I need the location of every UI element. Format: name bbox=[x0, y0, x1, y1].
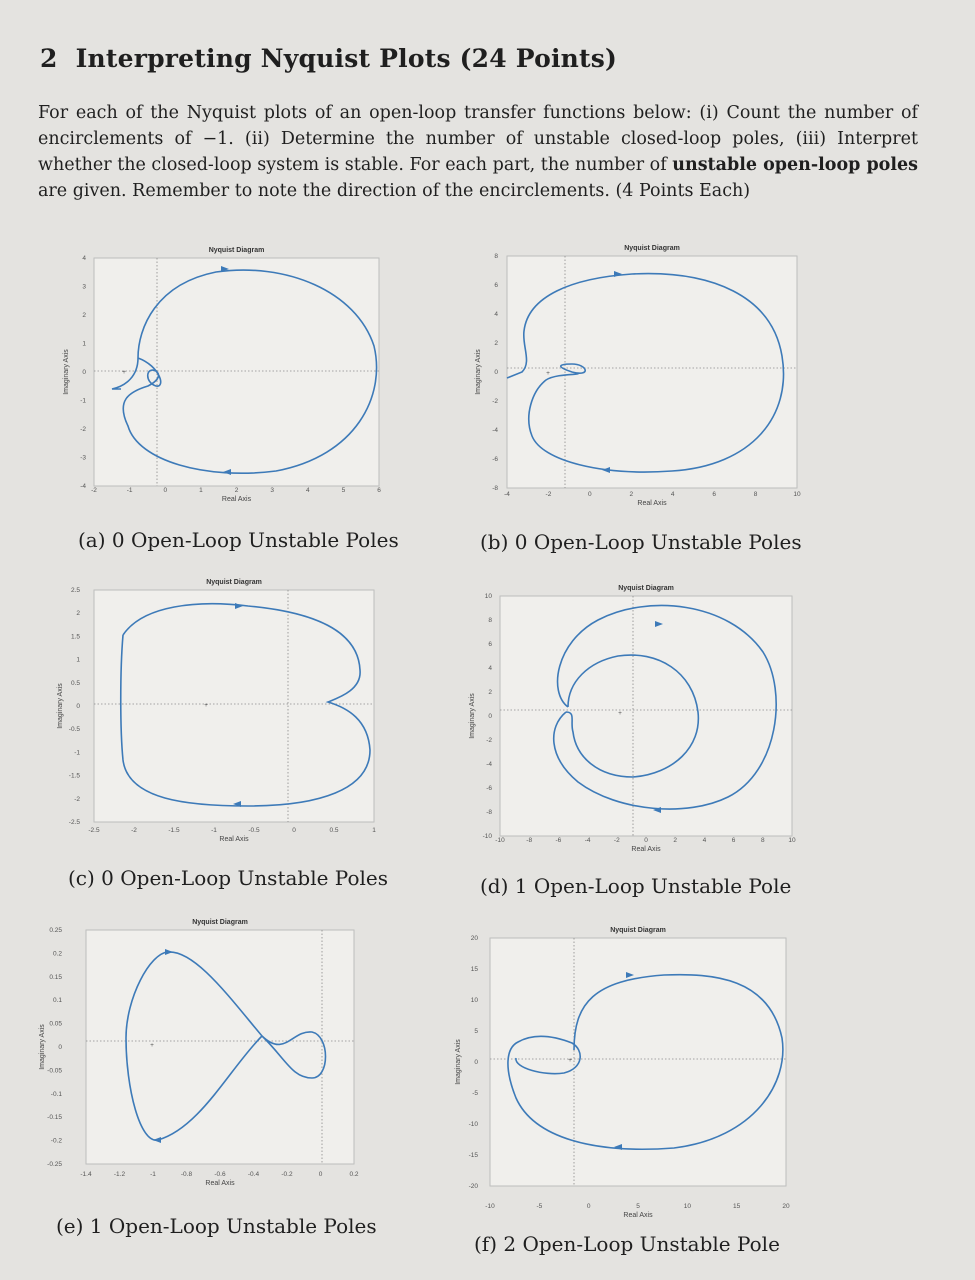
nyquist-plot-b bbox=[462, 236, 812, 511]
y-tick-label: -4 bbox=[492, 427, 498, 434]
y-tick-label: -2 bbox=[74, 795, 80, 803]
y-tick-label: -20 bbox=[468, 1183, 478, 1190]
x-tick-label: -0.8 bbox=[180, 1171, 193, 1178]
caption-b: (b) 0 Open-Loop Unstable Poles bbox=[480, 530, 802, 554]
x-tick-label: 0.2 bbox=[349, 1171, 359, 1178]
y-tick-label: -1 bbox=[74, 749, 80, 757]
x-tick-label: 10 bbox=[793, 491, 801, 498]
x-tick-label: 0 bbox=[644, 837, 648, 844]
x-tick-label: -0.4 bbox=[247, 1171, 260, 1178]
y-tick-label: 0 bbox=[82, 369, 86, 376]
plot-title: Nyquist Diagram bbox=[610, 927, 666, 934]
x-tick-label: 0 bbox=[163, 487, 168, 494]
y-tick-label: -0.1 bbox=[50, 1090, 62, 1098]
y-tick-label: 10 bbox=[484, 593, 492, 600]
y-tick-label: -6 bbox=[492, 456, 498, 463]
x-tick-label: -0.2 bbox=[281, 1171, 293, 1178]
y-tick-label: 2 bbox=[488, 689, 492, 696]
y-tick-label: 1 bbox=[82, 340, 86, 348]
x-tick-label: 6 bbox=[377, 487, 381, 494]
y-tick-label: 1 bbox=[76, 656, 80, 664]
x-tick-label: 2 bbox=[234, 487, 239, 494]
x-tick-label: 0 bbox=[292, 827, 296, 834]
y-tick-label: 10 bbox=[470, 997, 478, 1004]
x-tick-label: -1 bbox=[126, 487, 133, 494]
y-tick-label: -0.5 bbox=[68, 726, 80, 734]
y-tick-label: 0.1 bbox=[52, 997, 62, 1005]
x-tick-label: 1 bbox=[199, 487, 203, 494]
y-axis-label: Imaginary Axis bbox=[455, 1039, 462, 1085]
plot-title: Nyquist Diagram bbox=[206, 579, 262, 586]
y-axis-label: Imaginary Axis bbox=[469, 693, 476, 739]
y-tick-label: -10 bbox=[468, 1121, 478, 1128]
plot-title: Nyquist Diagram bbox=[208, 247, 265, 254]
y-tick-label: 8 bbox=[488, 617, 492, 624]
y-tick-label: 4 bbox=[488, 665, 492, 672]
x-tick-label: -2 bbox=[131, 827, 137, 834]
x-axis-label: Real Axis bbox=[631, 846, 661, 853]
x-tick-label: 1 bbox=[372, 827, 376, 834]
x-tick-label: -6 bbox=[555, 837, 562, 844]
y-tick-label: 0.05 bbox=[49, 1020, 62, 1028]
y-tick-label: -4 bbox=[486, 761, 492, 768]
x-tick-label: 4 bbox=[702, 837, 707, 844]
x-tick-label: -0.6 bbox=[214, 1171, 226, 1178]
x-tick-label: 2 bbox=[673, 837, 678, 844]
critical-point-marker: + bbox=[150, 1042, 154, 1049]
x-tick-label: -8 bbox=[526, 837, 533, 844]
x-axis-label: Real Axis bbox=[221, 496, 252, 503]
y-tick-label: -1.5 bbox=[68, 772, 80, 780]
y-tick-label: -1 bbox=[80, 397, 86, 405]
y-tick-label: 0.2 bbox=[52, 950, 62, 958]
nyquist-chart-a bbox=[56, 236, 396, 506]
plot-frame bbox=[94, 590, 374, 822]
nyquist-plot-f bbox=[444, 918, 804, 1219]
y-tick-label: -0.15 bbox=[47, 1114, 62, 1122]
nyquist-plot-d bbox=[458, 572, 808, 857]
y-tick-label: 0 bbox=[494, 369, 498, 376]
y-tick-label: -10 bbox=[482, 833, 492, 840]
y-tick-label: -8 bbox=[492, 485, 498, 492]
y-tick-label: 0.15 bbox=[49, 973, 62, 981]
y-tick-label: -2 bbox=[486, 737, 492, 744]
x-tick-label: -5 bbox=[536, 1203, 543, 1210]
x-axis-label: Real Axis bbox=[623, 1212, 653, 1219]
caption-e: (e) 1 Open-Loop Unstable Poles bbox=[56, 1214, 377, 1238]
y-tick-label: 2 bbox=[82, 312, 86, 319]
x-tick-label: -1 bbox=[150, 1171, 156, 1178]
x-tick-label: 3 bbox=[270, 487, 274, 494]
y-axis-label: Imaginary Axis bbox=[63, 349, 70, 395]
plot-frame bbox=[94, 258, 379, 486]
x-tick-label: -10 bbox=[485, 1203, 495, 1210]
y-tick-label: -3 bbox=[80, 454, 86, 462]
y-tick-label: 2 bbox=[76, 610, 80, 618]
y-tick-label: -2 bbox=[492, 398, 498, 405]
y-tick-label: 0 bbox=[488, 713, 492, 720]
x-tick-label: -1.4 bbox=[80, 1171, 92, 1178]
critical-point-marker: + bbox=[618, 710, 622, 717]
x-tick-label: -0.5 bbox=[248, 827, 260, 834]
y-tick-label: 6 bbox=[494, 282, 498, 289]
instructions-paragraph bbox=[38, 100, 918, 204]
critical-point-marker: + bbox=[204, 702, 208, 709]
x-tick-label: -2 bbox=[545, 491, 552, 498]
y-tick-label: -0.25 bbox=[47, 1161, 62, 1168]
caption-d: (d) 1 Open-Loop Unstable Pole bbox=[480, 874, 792, 898]
x-tick-label: 10 bbox=[683, 1203, 691, 1210]
section-title: Interpreting Nyquist Plots (24 Points) bbox=[75, 44, 618, 73]
nyquist-plot-c bbox=[48, 570, 388, 845]
y-tick-label: 0.5 bbox=[70, 679, 80, 687]
nyquist-chart-b bbox=[462, 236, 812, 511]
x-tick-label: 0 bbox=[588, 491, 592, 498]
x-tick-label: 2 bbox=[629, 491, 634, 498]
y-tick-label: 3 bbox=[82, 283, 86, 291]
nyquist-chart-d bbox=[458, 572, 808, 857]
nyquist-chart-c bbox=[48, 570, 388, 845]
y-tick-label: 20 bbox=[470, 935, 478, 942]
critical-point-marker: + bbox=[546, 370, 550, 377]
x-axis-label: Real Axis bbox=[637, 500, 667, 507]
plot-frame bbox=[500, 596, 792, 836]
plot-title: Nyquist Diagram bbox=[192, 919, 248, 926]
x-axis-label: Real Axis bbox=[205, 1180, 235, 1187]
x-tick-label: -4 bbox=[584, 837, 591, 844]
y-axis-label: Imaginary Axis bbox=[475, 349, 482, 395]
y-tick-label: 2 bbox=[494, 340, 498, 347]
y-tick-label: 5 bbox=[474, 1028, 478, 1035]
y-tick-label: 0 bbox=[58, 1044, 62, 1051]
x-tick-label: 0.5 bbox=[329, 827, 339, 834]
y-tick-label: -0.05 bbox=[47, 1067, 62, 1075]
y-tick-label: 0 bbox=[474, 1059, 478, 1066]
x-axis-label: Real Axis bbox=[219, 836, 249, 843]
caption-a: (a) 0 Open-Loop Unstable Poles bbox=[78, 528, 399, 552]
x-tick-label: 20 bbox=[782, 1203, 790, 1210]
x-tick-label: 8 bbox=[753, 491, 758, 498]
x-tick-label: 0 bbox=[586, 1203, 591, 1210]
y-tick-label: -8 bbox=[486, 809, 492, 816]
x-tick-label: -1.5 bbox=[168, 827, 180, 834]
x-tick-label: 4 bbox=[670, 491, 675, 498]
nyquist-chart-f bbox=[444, 918, 804, 1219]
x-tick-label: -1 bbox=[211, 827, 217, 834]
nyquist-plot-a bbox=[56, 236, 396, 506]
nyquist-chart-e bbox=[30, 908, 375, 1198]
y-tick-label: 0.25 bbox=[49, 927, 62, 934]
x-tick-label: 15 bbox=[733, 1203, 741, 1210]
y-tick-label: 1.5 bbox=[70, 633, 80, 641]
x-tick-label: -10 bbox=[495, 837, 505, 844]
x-tick-label: -4 bbox=[504, 491, 510, 498]
y-tick-label: 2.5 bbox=[70, 587, 80, 594]
x-tick-label: 5 bbox=[636, 1203, 640, 1210]
x-tick-label: 0 bbox=[318, 1171, 323, 1178]
y-tick-label: 6 bbox=[488, 641, 492, 648]
y-tick-label: -0.2 bbox=[50, 1137, 62, 1145]
y-axis-label: Imaginary Axis bbox=[57, 683, 64, 729]
y-tick-label: 8 bbox=[494, 253, 498, 260]
y-tick-label: -6 bbox=[486, 785, 492, 792]
caption-f: (f) 2 Open-Loop Unstable Pole bbox=[474, 1232, 780, 1256]
instructions-bold: unstable open-loop poles bbox=[672, 155, 918, 175]
y-tick-label: -2.5 bbox=[68, 819, 80, 826]
plot-title: Nyquist Diagram bbox=[624, 245, 680, 252]
y-tick-label: 4 bbox=[494, 311, 498, 318]
section-number: 2 bbox=[40, 44, 58, 73]
instructions-text-1: For each of the Nyquist plots of an open-loop transfer functions below: (i) Count the number of encirclements of −1. (ii) Determine the number of unstable closed-loop poles, (iii) Interpret whether the closed-loop system is stable. For each part, the number of bbox=[38, 103, 918, 175]
x-tick-label: -2 bbox=[613, 837, 620, 844]
caption-c: (c) 0 Open-Loop Unstable Poles bbox=[68, 866, 388, 890]
critical-point-marker: + bbox=[568, 1057, 572, 1064]
section-heading bbox=[40, 44, 617, 73]
y-tick-label: 0 bbox=[76, 703, 80, 710]
plot-frame bbox=[507, 256, 797, 488]
x-tick-label: -1.2 bbox=[113, 1171, 126, 1178]
x-tick-label: 4 bbox=[305, 487, 310, 494]
instructions-text-2: are given. Remember to note the direction of the encirclements. (4 Points Each) bbox=[38, 181, 751, 201]
y-tick-label: -5 bbox=[472, 1090, 478, 1097]
x-tick-label: 5 bbox=[341, 487, 346, 494]
plot-title: Nyquist Diagram bbox=[618, 585, 674, 592]
y-axis-label: Imaginary Axis bbox=[39, 1024, 46, 1070]
y-tick-label: 4 bbox=[82, 255, 86, 262]
x-tick-label: 10 bbox=[788, 837, 796, 844]
y-tick-label: 15 bbox=[470, 966, 478, 973]
y-tick-label: -15 bbox=[468, 1152, 478, 1159]
x-tick-label: 8 bbox=[760, 837, 765, 844]
nyquist-plot-e bbox=[30, 908, 375, 1198]
y-tick-label: -2 bbox=[80, 426, 86, 433]
y-tick-label: -4 bbox=[80, 483, 86, 490]
x-tick-label: -2 bbox=[91, 487, 97, 494]
critical-point-marker: + bbox=[122, 369, 126, 376]
x-tick-label: -2.5 bbox=[88, 827, 100, 834]
x-tick-label: 6 bbox=[731, 837, 736, 844]
x-tick-label: 6 bbox=[712, 491, 716, 498]
